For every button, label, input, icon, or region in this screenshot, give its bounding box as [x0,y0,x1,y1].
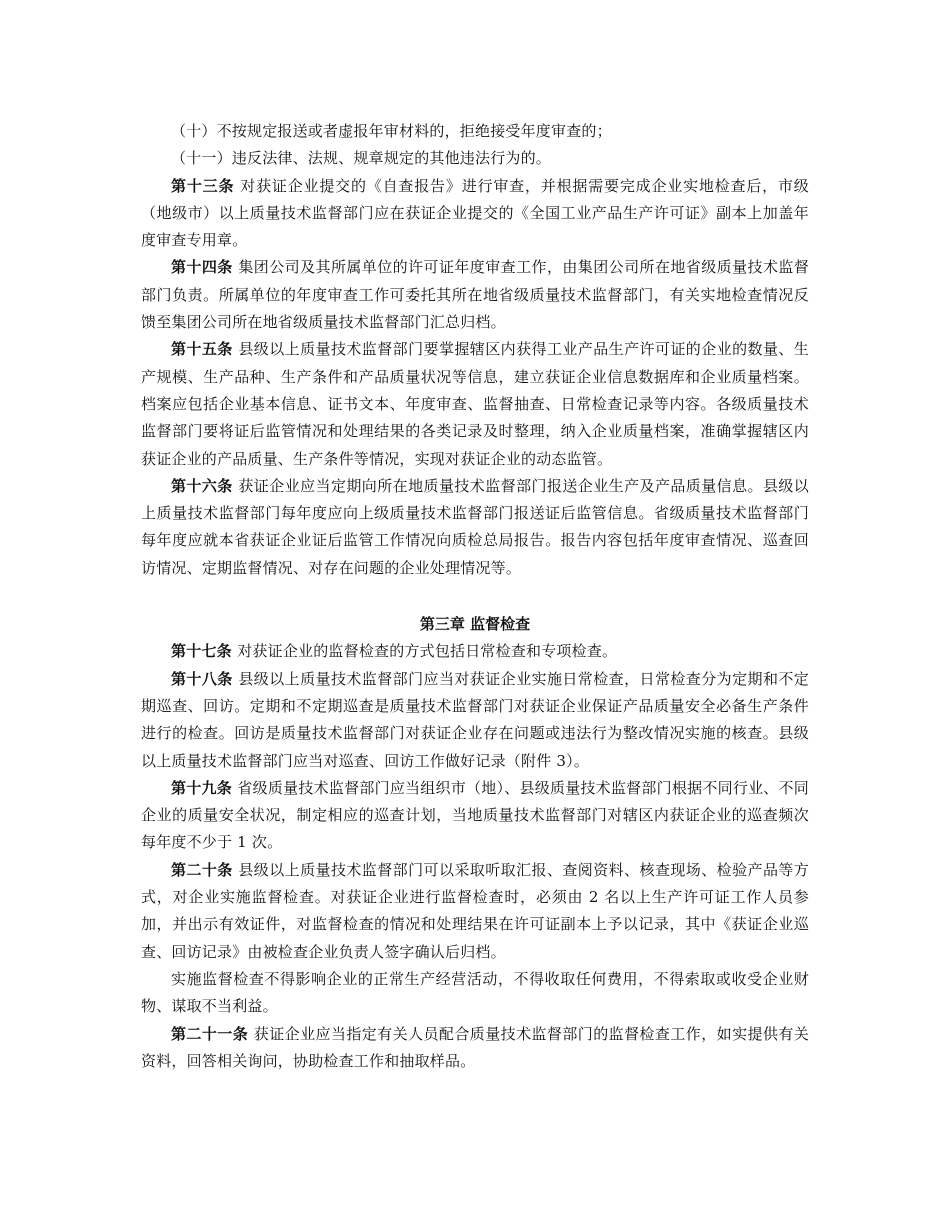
article-14 [141,254,809,336]
article-number: 第十四条 [171,258,239,277]
article-20-continued [141,966,809,1021]
article-number: 第十五条 [171,340,239,359]
section-gap [141,582,809,596]
document-page [141,118,809,1075]
article-18 [141,666,809,775]
paragraph-text: （十）不按规定报送或者虚报年审材料的，拒绝接受年度审查的； [171,122,612,140]
article-text: 对获证企业的监督检查的方式包括日常检查和专项检查。 [237,642,618,661]
article-text: 集团公司及其所属单位的许可证年度审查工作，由集团公司所在地省级质量技术监督部门负责。所属单位的年度审查工作可委托其所在地省级质量技术监督部门，有关实地检查情况反馈至集团公司所在地省级质量技术监督部门汇总归档。 [141,258,809,332]
article-text: 县级以上质量技术监督部门要掌握辖区内获得工业产品生产许可证的企业的数量、生产规模、生产品种、生产条件和产品质量状况等信息，建立获证企业信息数据库和企业质量档案。档案应包括企业基本信息、证书文本、年度审查、监督抽查、日常检查记录等内容。各级质量技术监督部门要将证后监管情况和处理结果的各类记录及时整理，纳入企业质量档案，准确掌握辖区内获证企业的产品质量、生产条件等情况，实现对获证企业的动态监管。 [141,340,809,468]
section-before [141,118,809,582]
article-13 [141,173,809,255]
article-number: 第十七条 [171,642,238,661]
article-15 [141,336,809,472]
article-number: 第二十一条 [171,1024,254,1043]
article-19 [141,775,809,857]
article-number: 第十八条 [171,669,239,688]
article-number: 第十六条 [171,476,239,495]
article-17 [141,638,809,665]
article-text: 获证企业应当定期向所在地质量技术监督部门报送企业生产及产品质量信息。县级以上质量技术监督部门每年度应向上级质量技术监督部门报送证后监管信息。省级质量技术监督部门每年度应就本省获证企业证后监管工作情况向质检总局报告。报告内容包括年度审查情况、巡查回访情况、定期监督情况、对存在问题的企业处理情况等。 [141,476,809,577]
article-text: 获证企业应当指定有关人员配合质量技术监督部门的监督检查工作，如实提供有关资料，回答相关询问，协助检查工作和抽取样品。 [141,1024,809,1070]
paragraph-item-10 [141,118,809,145]
article-number: 第十九条 [171,778,238,797]
article-text: 县级以上质量技术监督部门可以采取听取汇报、查阅资料、核查现场、检验产品等方式，对企业实施监督检查。对获证企业进行监督检查时，必须由 2 名以上生产许可证工作人员参加，并出示有效证件，对监督检查的情况和处理结果在许可证副本上予以记录，其中《获证企业巡查、回访记录》由被检查企业负责人签字确认后归档。 [141,860,809,961]
section-after [141,638,809,1075]
article-text: 实施监督检查不得影响企业的正常生产经营活动，不得收取任何费用，不得索取或收受企业财物、谋取不当利益。 [141,969,809,1016]
article-text: 县级以上质量技术监督部门应当对获证企业实施日常检查，日常检查分为定期和不定期巡查、回访。定期和不定期巡查是质量技术监督部门对获证企业保证产品质量安全必备生产条件进行的检查。回访是质量技术监督部门对获证企业存在问题或违法行为整改情况实施的核查。县级以上质量技术监督部门应当对巡查、回访工作做好记录（附件 3）。 [141,669,809,770]
paragraph-text: （十一）违反法律、法规、规章规定的其他违法行为的。 [171,149,552,168]
article-number: 第二十条 [171,860,239,879]
paragraph-item-11 [141,145,809,172]
chapter-title: 第三章 监督检查 [419,615,531,634]
article-16 [141,473,809,582]
article-text: 省级质量技术监督部门应当组织市（地）、县级质量技术监督部门根据不同行业、不同企业的质量安全状况，制定相应的巡查计划，当地质量技术监督部门对辖区内获证企业的巡查频次每年度不少于 1 次。 [141,778,809,852]
article-number: 第十三条 [171,176,241,195]
article-text: 对获证企业提交的《自查报告》进行审查，并根据需要完成企业实地检查后，市级（地级市）以上质量技术监督部门应在获证企业提交的《全国工业产品生产许可证》副本上加盖年度审查专用章。 [141,176,809,250]
article-21 [141,1021,809,1076]
article-20 [141,857,809,966]
